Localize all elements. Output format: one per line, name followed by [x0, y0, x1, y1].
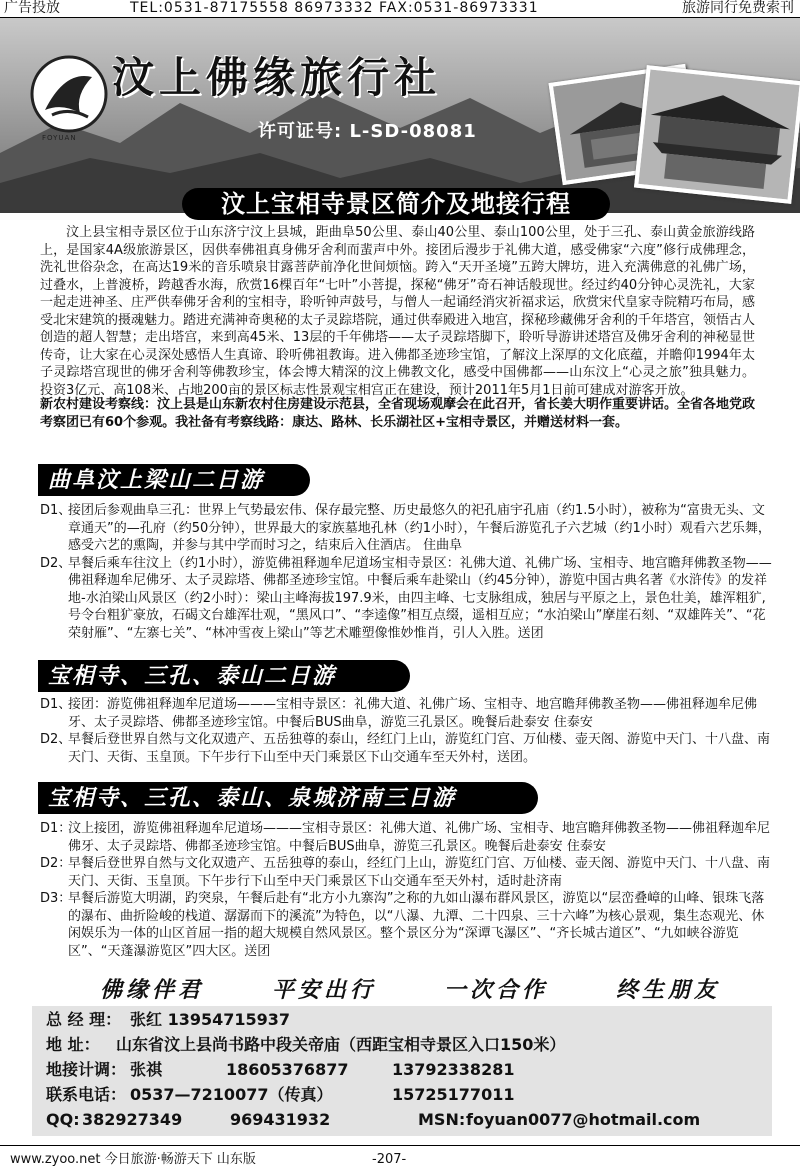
- itinerary-day: D2、 早餐后乘车往汶上（约1小时），游览佛祖释迦牟尼道场宝相寺景区：礼佛大道、礼佛广场、宝相寺、地宫瞻拜佛教圣物——佛祖释迦牟尼佛牙、太子灵踪塔、佛都圣迹珍宝馆。中餐后乘车赴梁山（约45分钟），游览中国古典名著《水浒传》的发祥地-水泊梁山风景区（约2小时）：梁山主峰海拔197.9米，由四主峰、七支脉组成，独居与平原之上，景色壮美，雄浑粗犷,号令台粗犷豪放，石碣文台雄浑壮观，“黑风口”、“李逵像”相互点缀，遥相互应；“水泊梁山”摩崖石刻、“双雄阵关”、“花荣射雁”、“左寨七关”、“林冲雪夜上梁山”等艺术雕塑像惟妙惟肖，引人入胜。送团: [40, 555, 772, 641]
- tour-2-itinerary: [40, 696, 775, 766]
- itinerary-day: D2、 早餐后登世界自然与文化双遗产、五岳独尊的泰山，经红门上山，游览红门宫、万仙楼、壶天阁、游览中天门、十八盘、南天门、天街、玉皇顶。下午步行下山至中天门乘景区下山交通车至天外村，送团。: [40, 732, 771, 765]
- agency-title: 汶上佛缘旅行社: [112, 53, 442, 102]
- contact-box: 总 经 理： 张红 13954715937 地 址： 山东省汶上县尚书路中段关帝庙（西距宝相寺景区入口150米） 地接计调： 张祺 18605376877 13792338281 联系电话： 0537—7210077（传真） 15725177011 QQ: 382927349 969431932 MSN: foyuan0077@hotmail.com: [32, 1006, 772, 1136]
- slogan-row: [100, 973, 720, 1004]
- intro-paragraph: 汶上县宝相寺景区位于山东济宁汶上县城，距曲阜50公里、泰山40公里、泰山100公里，处于三孔、泰山黄金旅游线路上，是国家4A级旅游景区，因供奉佛祖真身佛牙舍利而蜚声中外。接团后漫步于礼佛大道，感受佛家“六度”修行成佛理念，洗礼世俗杂念，在高达19米的音乐喷泉甘露菩萨前净化世间烦恼。跨入“天开圣境”五跨大牌坊，进入充满佛意的礼佛广场，过叠水，上普渡桥，跨越香水海，欣赏16棵百年“七叶”小菩提，探秘“佛牙”奇石神话般现世。经过约40分钟心灵洗礼，大家一起走进神圣、庄严供奉佛牙舍利的宝相寺，聆听钟声鼓号，与僧人一起诵经消灾祈福求运，欣赏宋代皇家寺院精巧布局，感受北宋建筑的摄魂魅力。踏进充满神奇奥秘的太子灵踪塔院，通过供奉殿进入地宫，探秘珍藏佛牙舍利的千年塔宫，领悟古人创造的超人智慧；走出塔宫，来到高45米、13层的千年佛塔——太子灵踪塔脚下，聆听导游讲述塔宫及佛牙舍利的神秘显世传奇，让大家在心灵深处感悟人生真谛、聆听佛祖教诲。进入佛都圣迹珍宝馆，了解汶上深厚的文化底蕴，并瞻仰1994年太子灵踪塔宫现世的佛牙舍利等佛教珍宝，体会博大精深的汶上佛教文化，感受中国佛都——山东汶上“心灵之旅”独具魅力。投资3亿元、高108米、占地200亩的景区标志性景观宝相宫正在建设，预计2011年5月1日前可建成对游客开放。: [40, 225, 756, 398]
- slogan: 终生朋友: [615, 977, 720, 1003]
- foyuan-logo: [30, 55, 108, 133]
- license-number: 许可证号: L-SD-08081: [258, 121, 477, 142]
- free-catalog-label: 旅游同行免费索刊: [682, 0, 794, 16]
- temple-photo-2: [634, 65, 800, 204]
- slogan: 佛缘伴君: [100, 977, 205, 1003]
- slogan: 平安出行: [271, 977, 376, 1003]
- new-village-note: 新农村建设考察线：汶上县是山东新农村住房建设示范县，全省现场观摩会在此召开，省长姜大明作重要讲话。全省各地党政考察团已有60个参观。我社备有考察线路：康达、路林、长乐湖社区+宝相寺景区，并赠送材料一套。: [40, 397, 756, 430]
- itinerary-day: D3： 早餐后游览大明湖，趵突泉，午餐后赴有“北方小九寨沟”之称的九如山瀑布群风景区，游览以“层峦叠嶂的山峰、银珠飞落的瀑布、曲折险峻的栈道、潺潺而下的溪流”为特色，以“八瀑、九潭、二十四泉、三十六峰”为核心景观，集生态观光、休闲娱乐为一体的山区首屈一指的超大规模自然风景区。整个景区分为“深谭飞瀑区”、“齐长城古道区”、“九如峡谷游览区”、“天蓬瀑游览区”四大区。送团: [40, 891, 765, 959]
- footer: [0, 1145, 800, 1173]
- slogan: 一次合作: [443, 977, 548, 1003]
- tel-fax-line: TEL:0531-87175558 86973332 FAX:0531-86973331: [130, 0, 539, 16]
- itinerary-day: D1、 接团：游览佛祖释迦牟尼道场———宝相寺景区：礼佛大道、礼佛广场、宝相寺、地宫瞻拜佛教圣物——佛祖释迦牟尼佛牙、太子灵踪塔、佛都圣迹珍宝馆。中餐后BUS曲阜，游览三孔景区。晚餐后赴泰安 住泰安: [40, 697, 758, 730]
- tour-title-2: 宝相寺、三孔、泰山二日游: [38, 660, 410, 692]
- logo-text: FOYUAN: [42, 134, 77, 142]
- intro-text: [40, 224, 755, 399]
- itinerary-day: D2： 早餐后登世界自然与文化双遗产、五岳独尊的泰山，经红门上山，游览红门宫、万仙楼、壶天阁、游览中天门、十八盘、南天门、天街、玉皇顶。下午步行下山至中天门乘景区下山交通车至天外村，适时赴济南: [40, 856, 771, 889]
- itinerary-day: D1、 接团后参观曲阜三孔：世界上气势最宏伟、保存最完整、历史最悠久的祀孔庙宇孔庙（约1.5小时），被称为“富贵无头、文章通天”的—孔府（约50分钟），世界最大的家族墓地孔林（约1小时），午餐后游览孔子六艺城（约1小时）观看六艺乐舞，感受六艺的熏陶，并参与其中学而时习之，结束后入住酒店。 住曲阜: [40, 503, 771, 553]
- ad-label: 广告投放: [4, 0, 60, 16]
- tour-title-1: 曲阜汶上梁山二日游: [38, 464, 310, 496]
- top-info-bar: [0, 0, 800, 18]
- tour-3-itinerary: [40, 820, 775, 960]
- section-title: 汶上宝相寺景区简介及地接行程: [182, 188, 610, 220]
- tour-title-3: 宝相寺、三孔、泰山、泉城济南三日游: [38, 782, 538, 814]
- itinerary-day: D1： 汶上接团，游览佛祖释迦牟尼道场———宝相寺景区：礼佛大道、礼佛广场、宝相寺、地宫瞻拜佛教圣物——佛祖释迦牟尼佛牙、太子灵踪塔、佛都圣迹珍宝馆。中餐后BUS曲阜，游览三孔景区。晚餐后赴泰安 住泰安: [40, 821, 771, 854]
- footer-site: www.zyoo.net 今日旅游·畅游天下 山东版: [10, 1152, 256, 1167]
- tour-1-itinerary: [40, 502, 775, 642]
- page-number: -207-: [372, 1152, 407, 1167]
